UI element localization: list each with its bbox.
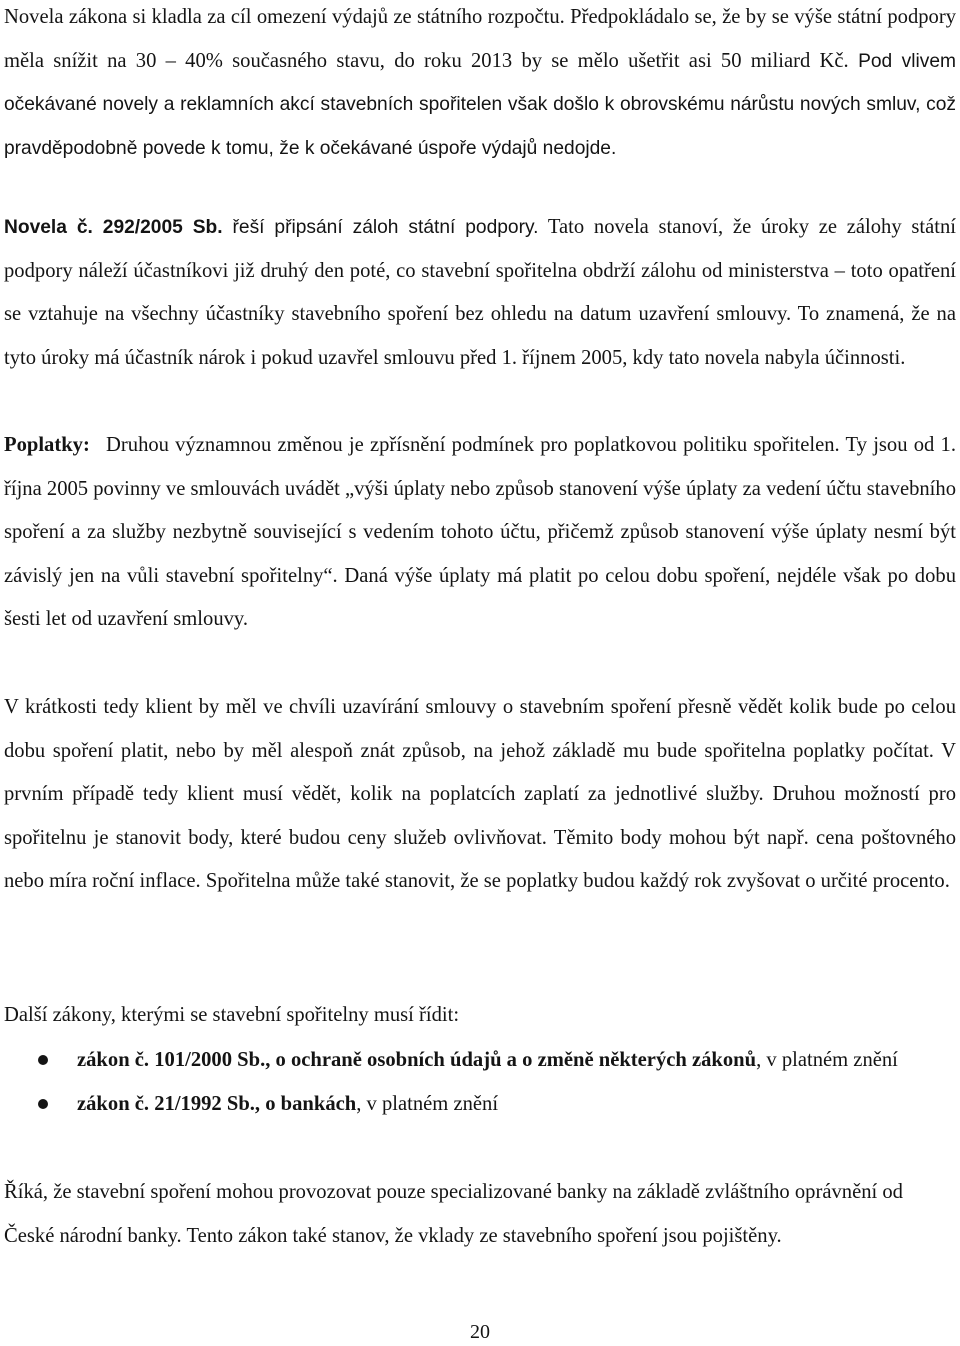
list-item xyxy=(4,1039,956,1083)
law-101-rest: , v platném znění xyxy=(756,1049,898,1071)
poplatky-label: Poplatky: xyxy=(4,434,90,456)
paragraph-poplatky xyxy=(4,424,956,642)
rika-text: Říká, že stavební spoření mohou provozovat pouze specializované banky na základě zvláštního oprávnění od České národní banky. Tento zákon také stanov, že vklady ze stavebního spoření jsou pojištěny. xyxy=(4,1181,903,1247)
bullet-icon xyxy=(38,1055,48,1065)
law-101-title: zákon č. 101/2000 Sb., o ochraně osobních údajů a o změně některých zákonů xyxy=(77,1049,757,1071)
paragraph-novela-intro xyxy=(4,0,956,170)
poplatky-text: Druhou významnou změnou je zpřísnění podmínek pro poplatkovou politiku spořitelen. Ty jsou od 1. října 2005 povinny ve smlouvách uvádět „výši úplaty nebo způsob stanovení výše úplaty za vedení účtu stavebního spoření a za služby nezbytně související s vedením tohoto účtu, přičemž způsob stanovení výše úplaty nesmí být závislý jen na vůli stavební spořitelny“. Daná výše úplaty má platit po celou dobu spoření, nejdéle však po dobu šesti let od uzavření smlouvy. xyxy=(4,434,956,631)
v-kratkosti-text: V krátkosti tedy klient by měl ve chvíli uzavírání smlouvy o stavebním spoření přesně vědět kolik bude po celou dobu spoření platit, nebo by měl alespoň znát způsob, na jehož základě mu bude spořitelna poplatky počítat. V prvním případě tedy klient musí vědět, kolik na poplatcích zaplatí za jednotlivé služby. Druhou možností pro spořitelnu je stanovit body, které budou ceny služeb ovlivňovat. Těmito body mohou být např. cena poštovného nebo míra roční inflace. Spořitelna může také stanovit, že se poplatky budou každý rok zvyšovat o určité procento. xyxy=(4,696,956,893)
novela-292-s1: řeší připsání záloh státní podpory. xyxy=(222,217,539,238)
laws-list xyxy=(4,1039,956,1126)
law-21-title: zákon č. 21/1992 Sb., o bankách xyxy=(77,1092,357,1115)
paragraph-novela-292 xyxy=(4,206,956,380)
novela-292-heading: Novela č. 292/2005 Sb. xyxy=(4,217,223,238)
paragraph-novela-intro-s1: Novela zákona si kladla za cíl omezení výdajů ze státního rozpočtu. Předpokládalo se, že by se výše státní podpory měla snížit na 30 – 40% současného stavu, do roku 2013 by se mělo ušetřit asi 50 miliard Kč. xyxy=(4,6,956,72)
paragraph-rika xyxy=(4,1171,904,1258)
law-21-rest: , v platném znění xyxy=(356,1092,499,1115)
page-number: 20 xyxy=(470,1321,490,1343)
bullet-icon xyxy=(38,1099,48,1109)
paragraph-novela-intro-s2: Pod vlivem očekávané novely a reklamních akcí stavebních spořitelen však došlo k obrovskému nárůstu nových smluv, což pravděpodobně povede k tomu, že k očekávané úspoře výdajů nedojde. xyxy=(4,50,956,159)
novela-292-s2: Tato novela stanoví, že úroky ze zálohy státní podpory náleží účastníkovi již druhý den poté, co stavební spořitelna obdrží zálohu od ministerstva – toto opatření se vztahuje na všechny účastníky stavebního spoření bez ohledu na datum uzavření smlouvy. To znamená, že na tyto úroky má účastník nárok i pokud uzavřel smlouvu před 1. říjnem 2005, kdy tato novela nabyla účinnosti. xyxy=(4,216,957,369)
paragraph-v-kratkosti xyxy=(4,686,956,904)
list-item xyxy=(4,1083,956,1127)
paragraph-dalsi-zakony xyxy=(4,994,956,1038)
dalsi-zakony-text: Další zákony, kterými se stavební spořitelny musí řídit: xyxy=(4,1004,460,1026)
